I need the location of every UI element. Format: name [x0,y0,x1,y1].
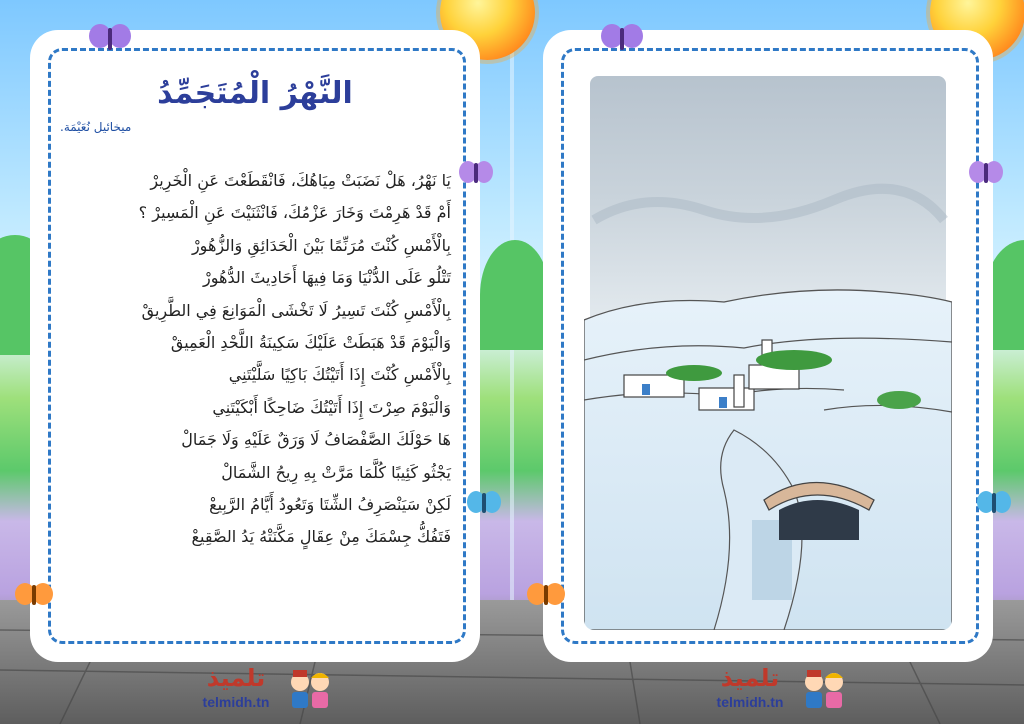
poem-title: النَّهْرُ الْمُتَجَمِّدُ [157,76,353,111]
frozen-river-illustration [584,70,952,630]
brand-logo [700,662,850,718]
kids-mascot-icon [800,666,848,712]
poem-line: وَالْيَوْمَ صِرْتَ إِذَا أَتَيْتُكَ ضَاحِكًا أَبْكَيْتَنِي [212,397,451,417]
poem-line: وَالْيَوْمَ قَدْ هَبَطَتْ عَلَيْكَ سَكِينَةُ اللَّحْدِ الْعَمِيقْ [170,333,451,353]
poem-line: بِالْأَمْسِ كُنْتَ إِذَا أَتَيْتُكَ بَاكِيًا سَلَّيْتَنِي [228,365,451,385]
poem-line: أَمْ قَدْ هَرِمْتَ وَخَارَ عَزْمُكَ، فَانْثَنَيْتَ عَنِ الْمَسِيرْ ؟ [138,203,451,223]
butterfly-icon [88,22,132,54]
poem-line: هَا حَوْلَكَ الصَّفْصَافُ لَا وَرَقٌ عَلَيْهِ وَلَا جَمَالْ [181,430,451,450]
butterfly-icon [14,580,54,610]
brand-url: telmidh.tn [716,694,784,710]
butterfly-icon [526,580,566,610]
poem-line: يَا نَهْرُ، هَلْ نَضَبَتْ مِيَاهُكَ، فَانْقَطَعْتَ عَنِ الْخَرِيرْ [150,171,451,190]
poem-line: لَكِنْ سَيَنْصَرِفُ الشِّتَا وَتَعُودُ أَيَّامُ الرَّبِيعْ [209,495,451,515]
poem-author: ميخائيل نُعَيْمَة. [60,120,132,134]
brand-url: telmidh.tn [202,694,270,710]
poem-line: بِالْأَمْسِ كُنْتَ تَسِيرُ لَا تَخْشَى الْمَوَانِعَ فِي الطَّرِيقْ [141,300,451,320]
hill-decoration [480,240,550,350]
poem-line: يَجْثُو كَئِيبًا كُلَّمَا مَرَّتْ بِهِ رِيحُ الشَّمَالْ [221,462,451,482]
poem-line: فَتَفُكُّ جِسْمَكَ مِنْ عِقَالٍ مَكَّنَتْهُ يَدُ الصَّقِيعْ [191,527,451,547]
butterfly-icon [976,488,1012,518]
butterfly-icon [968,158,1004,188]
kids-mascot-icon [286,666,334,712]
brand-name: تلميذ [206,664,266,692]
butterfly-icon [600,22,644,54]
poem-line: تَتْلُو عَلَى الدُّنْيَا وَمَا فِيهَا أَحَادِيثَ الدُّهُورْ [203,268,451,288]
butterfly-icon [458,158,494,188]
brand-logo [186,662,336,718]
poem-body [56,165,451,554]
brand-name: تلميذ [720,664,780,692]
butterfly-icon [466,488,502,518]
poem-line: بِالْأَمْسِ كُنْتَ مُرَنِّمًا بَيْنَ الْحَدَائِقِ وَالزُّهُورْ [191,235,451,255]
